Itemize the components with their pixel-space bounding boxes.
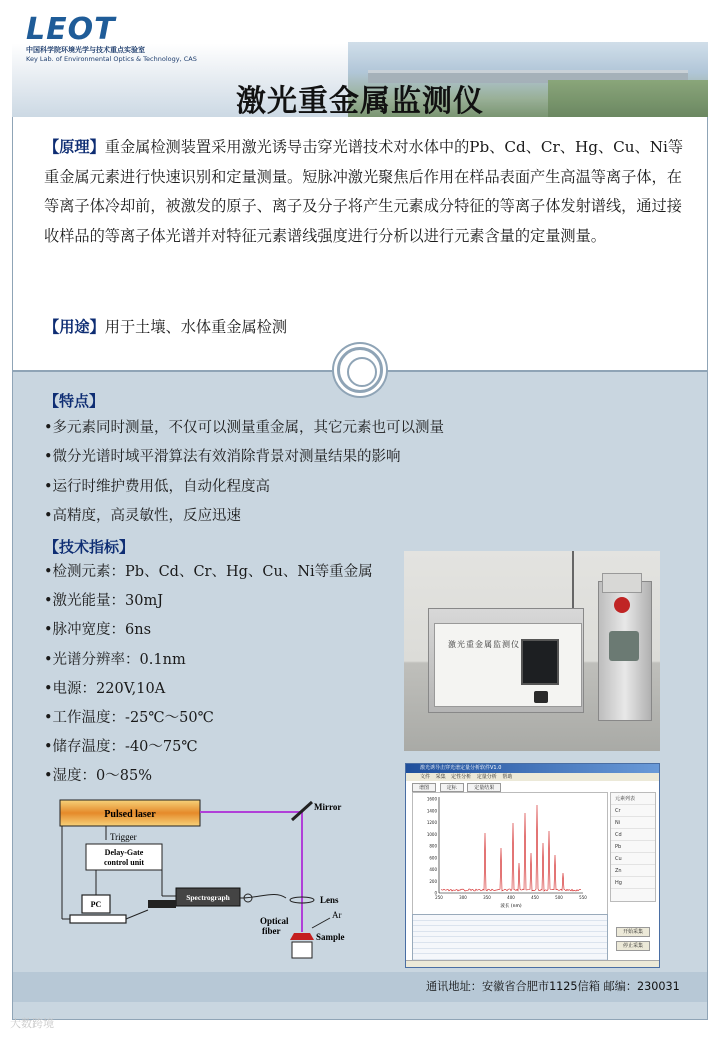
y-tick-label: 1600 xyxy=(426,796,437,802)
element-item: Hg xyxy=(611,877,655,889)
sample-holder xyxy=(292,942,312,958)
pulsed-laser-label: Pulsed laser xyxy=(104,809,156,820)
sample-plasma-icon xyxy=(290,933,314,940)
feature-item: •微分光谱时域平滑算法有效消除背景对测量结果的影响 xyxy=(44,449,401,466)
software-statusbar xyxy=(406,960,659,967)
usage-paragraph xyxy=(44,314,287,340)
lab-name-en: Key Lab. of Environmental Optics & Technology, CAS xyxy=(26,55,197,63)
delay-gate-label-1: Delay-Gate xyxy=(104,848,144,857)
lens-label: Lens xyxy=(320,895,339,905)
results-table xyxy=(412,914,608,966)
lab-name-cn: 中国科学院环境光学与技术重点实验室 xyxy=(26,46,145,54)
element-item: Pb xyxy=(611,841,655,853)
x-tick-label: 350 xyxy=(483,895,491,900)
element-item: Zn xyxy=(611,865,655,877)
element-item: Cd xyxy=(611,829,655,841)
usage-tag: 【用途】 xyxy=(44,318,105,336)
element-item: Cu xyxy=(611,853,655,865)
y-tick-label: 1400 xyxy=(426,808,437,814)
trigger-label: Trigger xyxy=(110,832,137,842)
header-banner xyxy=(12,12,708,117)
watermark: 大数跨境 xyxy=(10,1017,54,1030)
spectrum-line xyxy=(441,805,581,891)
spec-item: •储存温度：-40～75℃ xyxy=(44,739,198,756)
feature-item: •多元素同时测量，不仅可以测量重金属，其它元素也可以测量 xyxy=(44,420,445,436)
software-tabs xyxy=(412,783,503,791)
spec-item: •电源：220V,10A xyxy=(44,680,166,697)
divider-ring-icon xyxy=(337,347,383,393)
contact-address: 通讯地址：安徽省合肥市1125信箱 邮编：230031 xyxy=(426,980,680,993)
leot-logo xyxy=(26,12,116,47)
principle-text: 重金属检测装置采用激光诱导击穿光谱技术对水体中的Pb、Cd、Cr、Hg、Cu、Ni等重金属元素进行快速识别和定量测量。短脉冲激光聚焦后作用在样品表面产生高温等离子体，在等离子体冷却前，被激发的原子、离子及分子将产生元素成分特征的等离子体发射谱线，通过接收样品的等离子体光谱并对特征元素谱线强度进行分析以进行元素含量的定量测量。 xyxy=(44,138,684,245)
features-heading: 【特点】 xyxy=(44,392,105,410)
ar-pointer xyxy=(312,918,330,928)
x-tick-label: 400 xyxy=(507,895,515,900)
ar-label: Ar xyxy=(332,910,342,920)
stop-acquire-button: 停止采集 xyxy=(616,941,650,951)
pc-base-icon xyxy=(70,915,126,923)
optical-fiber-line xyxy=(240,894,286,898)
fiber-label: fiber xyxy=(262,926,281,936)
x-tick-label: 250 xyxy=(435,895,443,900)
y-tick-label: 200 xyxy=(429,878,437,884)
pc-label: PC xyxy=(90,900,102,909)
y-tick-label: 0 xyxy=(434,890,437,896)
emergency-stop-icon xyxy=(614,597,630,613)
page-title: 激光重金属监测仪 xyxy=(236,84,484,117)
spec-item: •光谱分辨率：0.1nm xyxy=(44,651,186,668)
x-tick-label: 300 xyxy=(459,895,467,900)
spec-item: •脉冲宽度：6ns xyxy=(44,622,152,639)
x-tick-label: 450 xyxy=(531,895,539,900)
optical-label: Optical xyxy=(260,916,289,926)
y-tick-label: 400 xyxy=(429,867,437,872)
setup-diagram xyxy=(40,790,360,970)
mirror-label: Mirror xyxy=(314,802,342,812)
principle-paragraph xyxy=(44,133,684,251)
connector-ports xyxy=(609,631,639,661)
element-item: Cr xyxy=(611,805,655,817)
cable xyxy=(572,551,574,611)
specs-list xyxy=(44,558,373,792)
pc-to-spectrograph-line xyxy=(126,910,148,919)
start-acquire-button: 开始采集 xyxy=(616,927,650,937)
logo-text: LEOT xyxy=(26,12,116,47)
main-unit-front-panel xyxy=(434,623,582,707)
y-tick-label: 1200 xyxy=(426,820,437,825)
spec-item: •激光能量：30mJ xyxy=(44,593,164,610)
sample-label: Sample xyxy=(316,932,345,942)
spectrograph-input xyxy=(148,900,176,908)
x-axis-label: 波长 (nm) xyxy=(500,904,522,909)
software-menubar: 文件 采集 定性分析 定量分析 帮助 xyxy=(406,773,659,781)
spec-item: •湿度：0～85% xyxy=(44,768,153,785)
device-screen xyxy=(521,639,559,685)
principle-tag: 【原理】 xyxy=(44,138,105,156)
software-buttons xyxy=(616,927,650,955)
delay-gate-label-2: control unit xyxy=(103,858,145,867)
y-tick-label: 800 xyxy=(429,843,437,849)
specs-heading: 【技术指标】 xyxy=(44,538,135,556)
device-button xyxy=(534,691,548,703)
spectrograph-label: Spectrograph xyxy=(186,893,230,902)
features-list xyxy=(44,414,444,532)
y-tick-label: 600 xyxy=(429,855,437,861)
feature-item: •运行时维护费用低，自动化程度高 xyxy=(44,478,271,495)
software-tab: 定标 xyxy=(440,783,464,792)
software-screenshot xyxy=(405,763,660,968)
spec-item: •工作温度：-25℃～50℃ xyxy=(44,709,214,726)
element-item: Ni xyxy=(611,817,655,829)
software-tab: 定量结果 xyxy=(467,783,501,792)
table-row xyxy=(413,954,607,960)
x-tick-label: 500 xyxy=(555,895,563,900)
spec-item: •检测元素：Pb、Cd、Cr、Hg、Cu、Ni等重金属 xyxy=(44,564,373,580)
device-photo xyxy=(404,551,660,751)
x-tick-label: 550 xyxy=(579,895,587,900)
laser-head-cap xyxy=(602,573,642,593)
usage-text: 用于土壤、水体重金属检测 xyxy=(104,318,287,336)
y-tick-label: 1000 xyxy=(426,831,437,837)
software-tab: 谱图 xyxy=(412,783,436,792)
element-list-panel xyxy=(610,792,656,902)
device-label: 激光重金属监测仪 xyxy=(448,640,520,649)
feature-item: •高精度，高灵敏性，反应迅速 xyxy=(44,508,242,525)
element-list-header: 元素列表 xyxy=(611,793,655,805)
spectrum-svg xyxy=(413,793,609,913)
software-titlebar: 激光诱导击穿光谱定量分析软件V1.0 xyxy=(406,764,659,773)
